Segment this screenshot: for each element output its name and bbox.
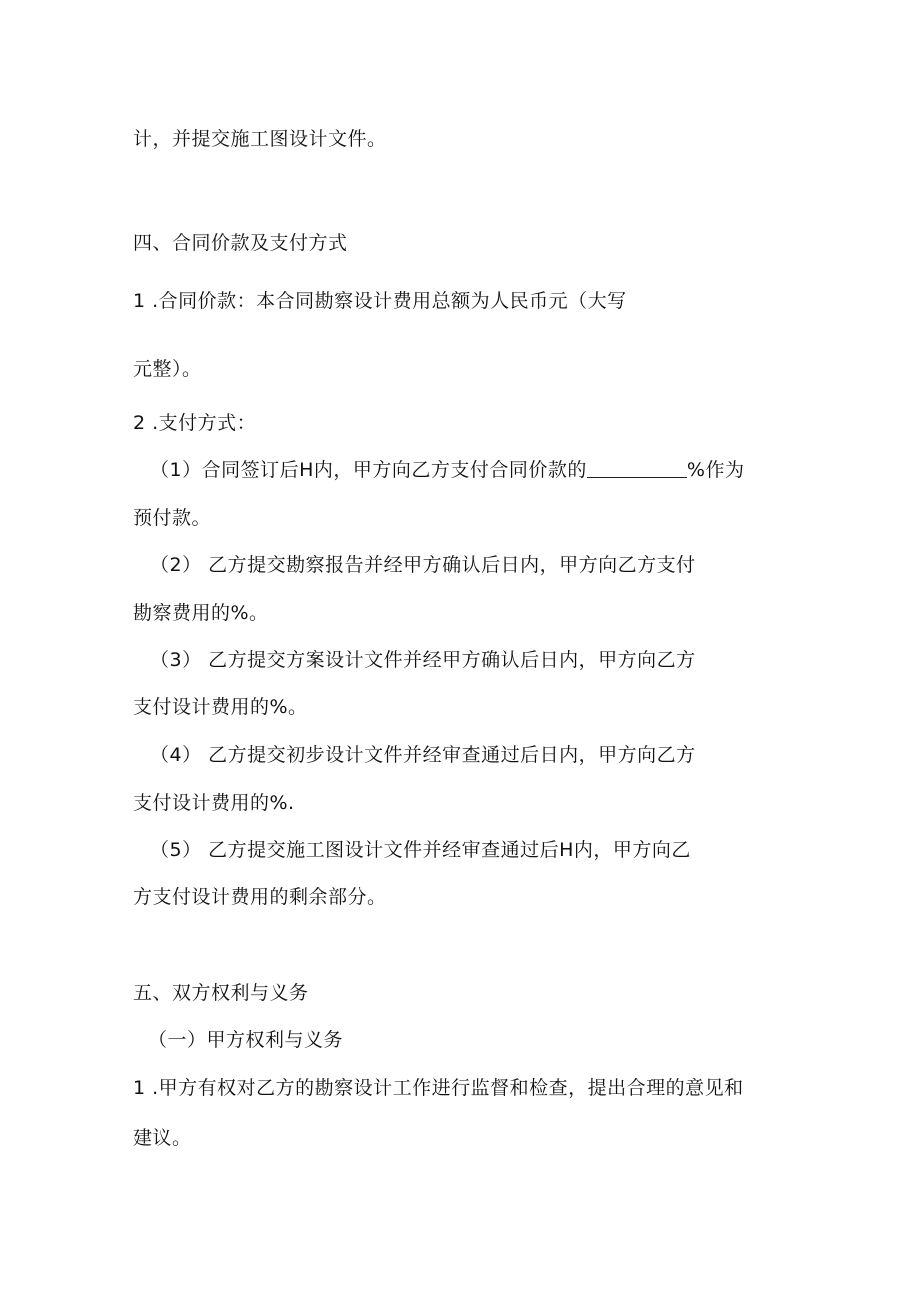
fill-in-blank [587,459,687,478]
payment-item-1-suffix: %作为 [686,459,745,481]
party-a-clause-1: 1 .甲方有权对乙方的勘察设计工作进行监督和检查，提出合理的意见和 [133,1077,744,1099]
payment-item-5: （5） 乙方提交施工图设计文件并经审查通过后H内，甲方向乙 [150,839,691,861]
subsection-heading-party-a: （一）甲方权利与义务 [148,1029,344,1051]
section-heading-rights-obligations: 五、双方权利与义务 [133,982,309,1004]
payment-item-2: （2） 乙方提交勘察报告并经甲方确认后日内，甲方向乙方支付 [150,554,696,576]
clause-contract-price-cont: 元整）。 [133,358,202,380]
payment-item-4-cont: 支付设计费用的%. [133,792,295,814]
text-line-continuation: 计，并提交施工图设计文件。 [133,128,387,150]
payment-item-3-cont: 支付设计费用的%。 [133,696,308,718]
clause-payment-method: 2 .支付方式： [133,412,257,434]
payment-item-2-cont: 勘察费用的%。 [133,602,269,624]
section-heading-contract-price: 四、合同价款及支付方式 [133,232,348,254]
payment-item-1-cont: 预付款。 [133,507,212,529]
payment-item-5-cont: 方支付设计费用的剩余部分。 [133,886,387,908]
clause-contract-price: 1 .合同价款：本合同勘察设计费用总额为人民币元（大写 [133,290,627,312]
payment-item-3: （3） 乙方提交方案设计文件并经甲方确认后日内，甲方向乙方 [150,649,696,671]
party-a-clause-1-cont: 建议。 [133,1127,192,1149]
payment-item-4: （4） 乙方提交初步设计文件并经审查通过后日内，甲方向乙方 [150,744,696,766]
payment-item-1 [150,457,744,483]
payment-item-1-text: （1）合同签订后H内，甲方向乙方支付合同价款的 [150,459,587,481]
